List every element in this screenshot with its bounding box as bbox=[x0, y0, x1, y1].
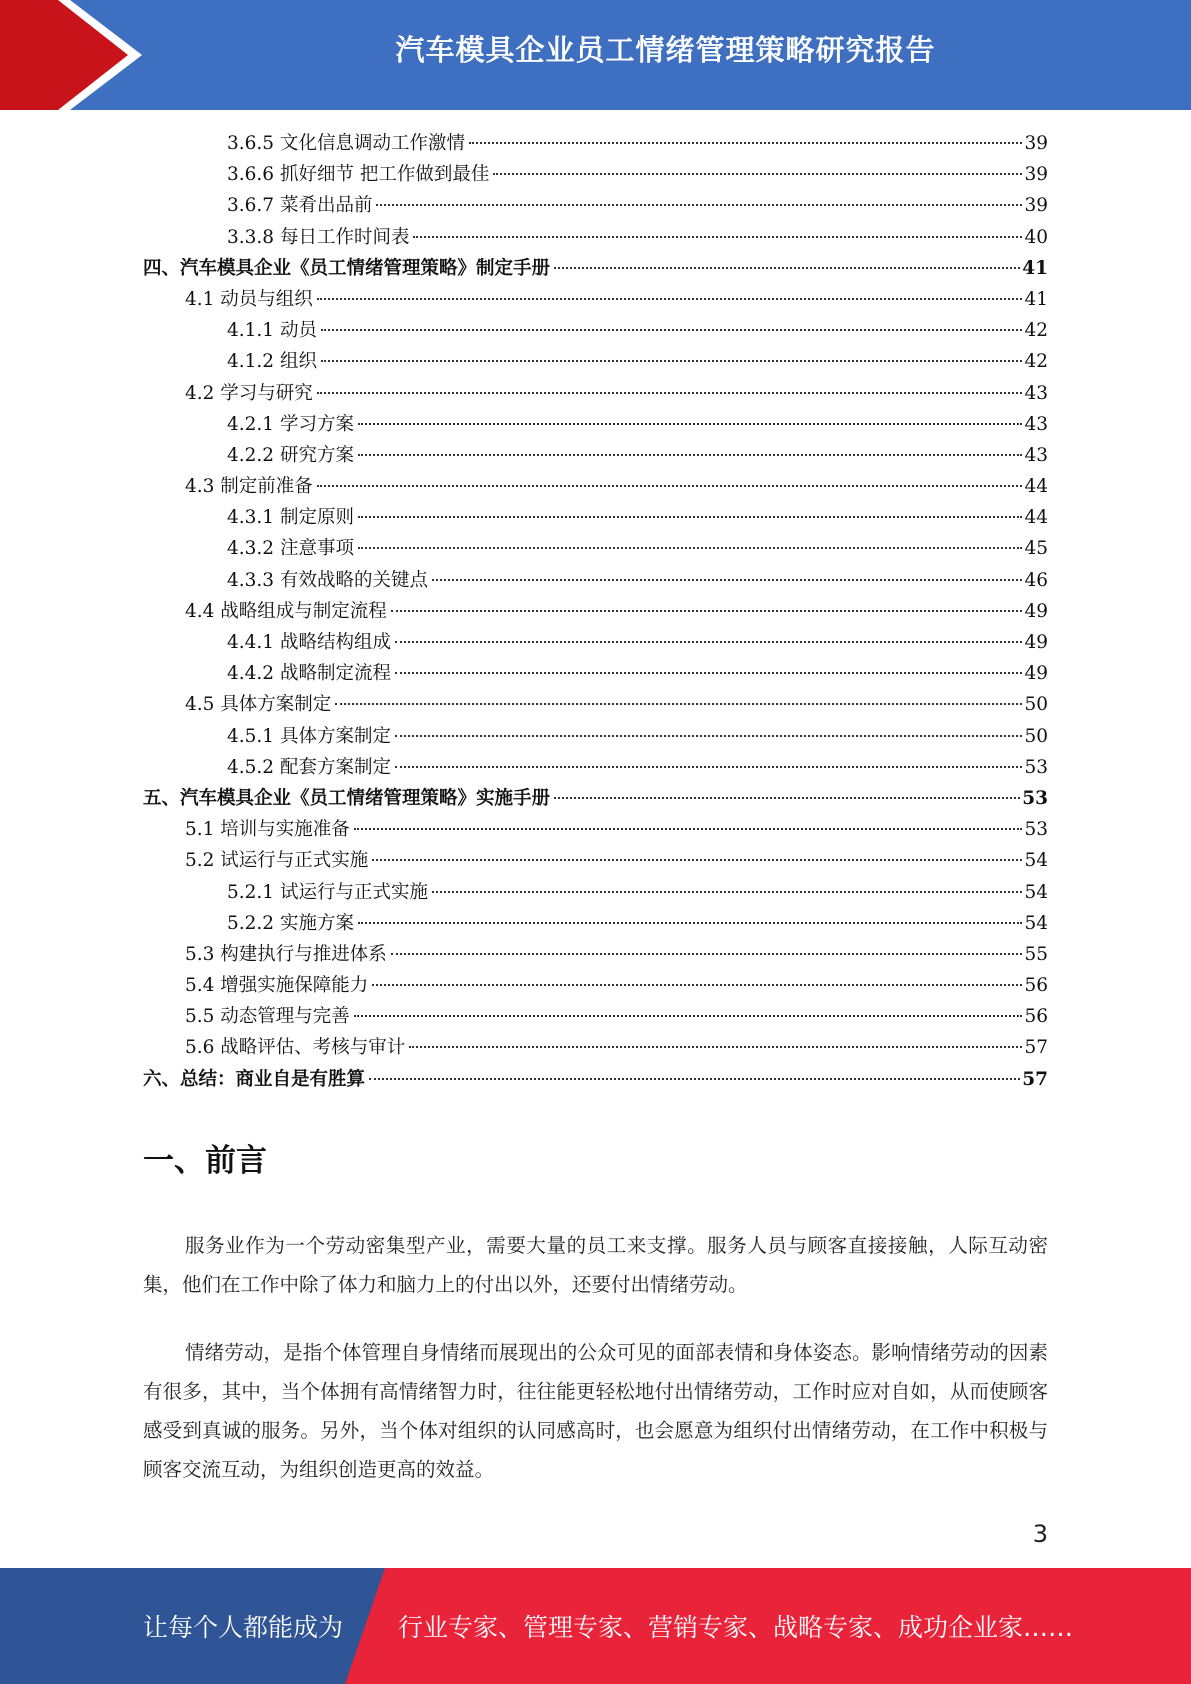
toc-entry-page: 39 bbox=[1024, 164, 1048, 186]
toc-entry-page: 57 bbox=[1022, 1068, 1048, 1090]
toc-entry-label: 5.3 构建执行与推进体系 bbox=[185, 943, 387, 965]
toc-leader-dots bbox=[372, 984, 1022, 986]
toc-entry-page: 46 bbox=[1024, 569, 1048, 591]
toc-leader-dots bbox=[395, 766, 1022, 768]
toc-entry-page: 43 bbox=[1024, 382, 1048, 404]
toc-entry-label: 5.4 增强实施保障能力 bbox=[185, 975, 369, 997]
toc-entry-page: 44 bbox=[1024, 476, 1048, 498]
toc-entry-label: 4.2 学习与研究 bbox=[185, 382, 313, 404]
toc-entry-page: 50 bbox=[1024, 694, 1048, 716]
toc-entry-page: 57 bbox=[1024, 1037, 1048, 1059]
toc-entry-page: 43 bbox=[1024, 444, 1048, 466]
toc-entry-label: 5.2 试运行与正式实施 bbox=[185, 850, 369, 872]
toc-leader-dots bbox=[317, 485, 1023, 487]
toc-leader-dots bbox=[369, 1078, 1020, 1080]
toc-entry-page: 49 bbox=[1024, 632, 1048, 653]
toc-entry-page: 43 bbox=[1024, 413, 1048, 435]
toc-entry[interactable] bbox=[143, 565, 1048, 596]
toc-entry[interactable] bbox=[143, 721, 1048, 752]
toc-entry-label: 5.5 动态管理与完善 bbox=[185, 1006, 350, 1028]
toc-entry[interactable] bbox=[143, 222, 1048, 253]
section-heading: 一、前言 bbox=[143, 1143, 267, 1179]
toc-entry-page: 53 bbox=[1024, 819, 1048, 841]
toc-entry-page: 44 bbox=[1024, 507, 1048, 529]
toc-leader-dots bbox=[372, 859, 1022, 861]
toc-leader-dots bbox=[376, 204, 1022, 206]
toc-entry[interactable] bbox=[143, 253, 1048, 284]
header-bar bbox=[0, 0, 1191, 110]
toc-entry[interactable] bbox=[143, 970, 1048, 1001]
toc-leader-dots bbox=[469, 142, 1022, 144]
toc-leader-dots bbox=[391, 953, 1023, 955]
toc-entry-label: 5.2.1 试运行与正式实施 bbox=[227, 881, 428, 903]
toc-entry-page: 39 bbox=[1024, 133, 1048, 154]
footer-slogan-right: 行业专家、管理专家、营销专家、战略专家、成功企业家…… bbox=[398, 1613, 1074, 1642]
toc-entry[interactable] bbox=[143, 440, 1048, 471]
toc-entry-label: 4.1.1 动员 bbox=[227, 320, 317, 342]
toc-entry[interactable] bbox=[143, 1064, 1048, 1095]
toc-leader-dots bbox=[321, 360, 1023, 362]
toc-entry-page: 55 bbox=[1024, 943, 1048, 965]
toc-entry-page: 39 bbox=[1024, 195, 1048, 217]
toc-leader-dots bbox=[432, 891, 1022, 893]
toc-entry-label: 4.5.2 配套方案制定 bbox=[227, 756, 391, 778]
toc-entry-page: 53 bbox=[1024, 756, 1048, 778]
toc-entry-label: 五、汽车模具企业《员工情绪管理策略》实施手册 bbox=[143, 787, 551, 809]
toc-leader-dots bbox=[354, 828, 1023, 830]
toc-entry[interactable] bbox=[143, 346, 1048, 377]
toc-leader-dots bbox=[493, 173, 1022, 175]
toc-entry-label: 4.1 动员与组织 bbox=[185, 288, 313, 310]
toc-entry[interactable] bbox=[143, 378, 1048, 409]
toc-entry-label: 4.1.2 组织 bbox=[227, 351, 317, 373]
toc-entry-label: 3.6.6 抓好细节 把工作做到最佳 bbox=[227, 164, 490, 186]
toc-entry[interactable] bbox=[143, 596, 1048, 627]
toc-entry[interactable] bbox=[143, 908, 1048, 939]
document-title: 汽车模具企业员工情绪管理策略研究报告 bbox=[395, 33, 936, 67]
toc-leader-dots bbox=[391, 610, 1023, 612]
toc-entry-label: 4.3 制定前准备 bbox=[185, 476, 313, 498]
toc-entry-page: 49 bbox=[1024, 600, 1048, 622]
toc-entry-page: 49 bbox=[1024, 663, 1048, 685]
toc-leader-dots bbox=[358, 547, 1023, 549]
toc-entry-label: 3.6.7 菜肴出品前 bbox=[227, 195, 373, 217]
toc-entry-page: 41 bbox=[1024, 288, 1048, 310]
toc-entry-label: 4.2.2 研究方案 bbox=[227, 444, 354, 466]
toc-entry-label: 5.1 培训与实施准备 bbox=[185, 819, 350, 841]
toc-entry-label: 4.5 具体方案制定 bbox=[185, 694, 332, 716]
toc-entry-page: 54 bbox=[1024, 881, 1048, 903]
toc-entry-page: 56 bbox=[1024, 1006, 1048, 1028]
toc-leader-dots bbox=[395, 672, 1022, 674]
toc-entry-page: 56 bbox=[1024, 975, 1048, 997]
header-arrow-decoration bbox=[0, 0, 150, 110]
toc-entry-page: 53 bbox=[1022, 787, 1048, 809]
toc-leader-dots bbox=[358, 423, 1023, 425]
toc-entry-label: 4.3.3 有效战略的关键点 bbox=[227, 569, 428, 591]
toc-entry-label: 3.3.8 每日工作时间表 bbox=[227, 226, 410, 248]
toc-entry[interactable] bbox=[143, 284, 1048, 315]
toc-leader-dots bbox=[409, 1046, 1022, 1048]
toc-entry[interactable] bbox=[143, 1001, 1048, 1032]
toc-entry[interactable] bbox=[143, 814, 1048, 845]
toc-entry[interactable] bbox=[143, 658, 1048, 689]
paragraph: 情绪劳动，是指个体管理自身情绪而展现出的公众可见的面部表情和身体姿态。影响情绪劳动的因素有很多，其中，当个体拥有高情绪智力时，往往能更轻松地付出情绪劳动，工作时应对自如，从而使顾客感受到真诚的服务。另外，当个体对组织的认同感高时，也会愿意为组织付出情绪劳动，在工作中积极与顾客交流互动，为组织创造更高的效益。 bbox=[143, 1341, 1048, 1481]
toc-entry-label: 4.4.2 战略制定流程 bbox=[227, 663, 391, 685]
toc-leader-dots bbox=[317, 392, 1023, 394]
toc-entry-page: 40 bbox=[1024, 226, 1048, 248]
toc-leader-dots bbox=[395, 641, 1022, 643]
table-of-contents bbox=[143, 128, 1048, 1095]
toc-entry[interactable] bbox=[143, 752, 1048, 783]
toc-entry[interactable] bbox=[143, 939, 1048, 970]
toc-entry-label: 3.6.5 文化信息调动工作激情 bbox=[227, 133, 465, 154]
toc-entry[interactable] bbox=[143, 128, 1048, 159]
toc-leader-dots bbox=[554, 797, 1020, 799]
toc-entry[interactable] bbox=[143, 845, 1048, 876]
toc-leader-dots bbox=[335, 703, 1022, 705]
toc-leader-dots bbox=[358, 922, 1023, 924]
toc-entry-label: 4.3.2 注意事项 bbox=[227, 538, 354, 560]
toc-leader-dots bbox=[358, 454, 1023, 456]
toc-entry[interactable] bbox=[143, 190, 1048, 221]
toc-entry-label: 4.5.1 具体方案制定 bbox=[227, 725, 391, 747]
toc-entry-page: 45 bbox=[1024, 538, 1048, 560]
paragraph: 服务业作为一个劳动密集型产业，需要大量的员工来支撑。服务人员与顾客直接接触，人际互动密集，他们在工作中除了体力和脑力上的付出以外，还要付出情绪劳动。 bbox=[143, 1234, 1048, 1296]
toc-entry[interactable] bbox=[143, 877, 1048, 908]
toc-entry-label: 5.6 战略评估、考核与审计 bbox=[185, 1037, 406, 1059]
toc-entry[interactable] bbox=[143, 689, 1048, 720]
toc-entry-page: 54 bbox=[1024, 912, 1048, 934]
footer-slogan-left: 让每个人都能成为 bbox=[143, 1613, 344, 1642]
toc-entry-label: 4.4 战略组成与制定流程 bbox=[185, 600, 387, 622]
toc-entry-label: 四、汽车模具企业《员工情绪管理策略》制定手册 bbox=[143, 257, 551, 279]
footer-banner bbox=[0, 1568, 1191, 1684]
toc-leader-dots bbox=[317, 298, 1023, 300]
toc-entry-page: 54 bbox=[1024, 850, 1048, 872]
toc-entry-label: 4.4.1 战略结构组成 bbox=[227, 632, 391, 653]
toc-entry[interactable] bbox=[143, 159, 1048, 190]
toc-entry-page: 50 bbox=[1024, 725, 1048, 747]
toc-entry-page: 42 bbox=[1024, 351, 1048, 373]
page-number: 3 bbox=[1032, 1520, 1048, 1548]
toc-entry-label: 六、总结：商业自是有胜算 bbox=[143, 1068, 366, 1090]
toc-entry-page: 42 bbox=[1024, 320, 1048, 342]
toc-leader-dots bbox=[432, 579, 1022, 581]
toc-entry[interactable] bbox=[143, 783, 1048, 814]
toc-entry[interactable] bbox=[143, 315, 1048, 346]
toc-entry-label: 5.2.2 实施方案 bbox=[227, 912, 354, 934]
toc-leader-dots bbox=[395, 735, 1022, 737]
toc-entry-page: 41 bbox=[1022, 257, 1048, 279]
toc-entry-label: 4.2.1 学习方案 bbox=[227, 413, 354, 435]
toc-leader-dots bbox=[554, 267, 1020, 269]
toc-entry[interactable] bbox=[143, 533, 1048, 564]
toc-entry[interactable] bbox=[143, 1032, 1048, 1063]
toc-entry[interactable] bbox=[143, 409, 1048, 440]
toc-leader-dots bbox=[321, 329, 1023, 331]
toc-entry[interactable] bbox=[143, 502, 1048, 533]
toc-entry-label: 4.3.1 制定原则 bbox=[227, 507, 354, 529]
toc-leader-dots bbox=[358, 516, 1023, 518]
toc-entry[interactable] bbox=[143, 627, 1048, 658]
toc-entry[interactable] bbox=[143, 471, 1048, 502]
toc-leader-dots bbox=[413, 236, 1022, 238]
toc-leader-dots bbox=[354, 1015, 1023, 1017]
